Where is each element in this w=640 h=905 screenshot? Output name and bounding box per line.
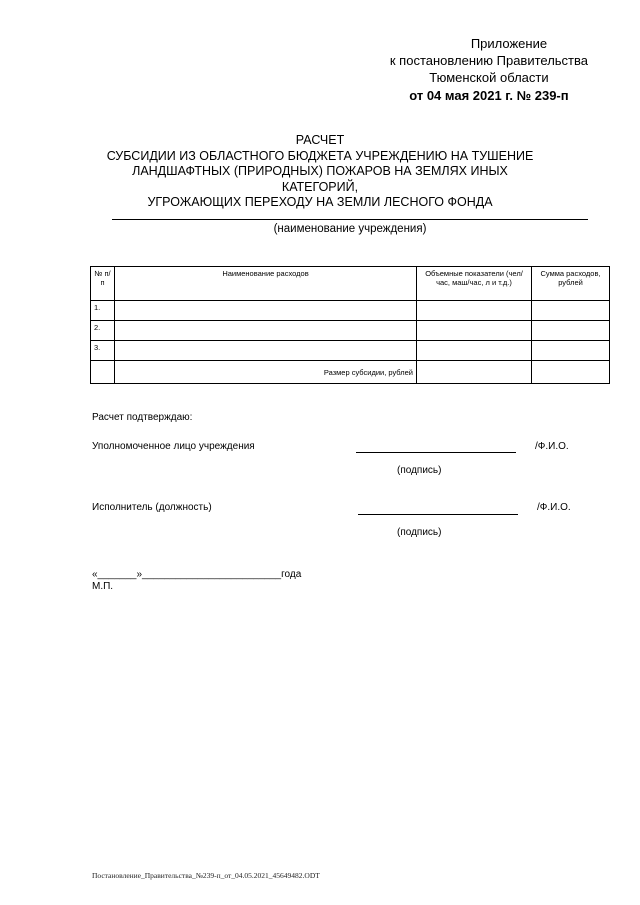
confirmation-text: Расчет подтверждаю: [92,412,193,423]
total-volume-cell [417,361,532,384]
appendix-block [390,35,588,104]
title-line-4: УГРОЖАЮЩИХ ПЕРЕХОДУ НА ЗЕМЛИ ЛЕСНОГО ФОНДА [147,195,493,209]
total-label: Размер субсидии, рублей [115,361,417,384]
row-volume [417,301,532,321]
row-expense-name [115,301,417,321]
stamp-place-label: М.П. [92,581,114,592]
document-title [100,133,540,211]
signature-caption-2: (подпись) [397,527,442,538]
executor-label: Исполнитель (должность) [92,502,212,513]
header-expense-sum: Сумма расходов, рублей [532,267,610,301]
calculation-table [90,266,610,384]
table-total-row [91,361,610,384]
appendix-region: Тюменской области [429,70,549,85]
row-expense-name [115,321,417,341]
row-expense-name [115,341,417,361]
total-sum-cell [532,361,610,384]
appendix-decree-ref: к постановлению Правительства [389,53,588,68]
institution-caption: (наименование учреждения) [273,223,427,235]
row-volume [417,321,532,341]
date-line: «_______»_________________________года [92,569,302,580]
title-line-1: РАСЧЕТ [295,133,345,147]
institution-name-line [112,219,588,220]
header-expense-name: Наименование расходов [115,267,417,301]
header-volume-indicators: Объемные показатели (чел/час, маш/час, л и т.д.) [417,267,532,301]
row-sum [532,301,610,321]
executor-signature-line [358,514,518,515]
table-row [91,301,610,321]
row-volume [417,341,532,361]
row-number: 2. [91,321,115,341]
total-empty-cell [91,361,115,384]
appendix-date-number: от 04 мая 2021 г. № 239-п [409,88,569,103]
header-number: № п/п [91,267,115,301]
table-row [91,321,610,341]
row-sum [532,341,610,361]
row-number: 1. [91,301,115,321]
row-sum [532,321,610,341]
table-row [91,341,610,361]
authorized-person-label: Уполномоченное лицо учреждения [92,441,255,452]
authorized-signature-line [356,452,516,453]
title-line-3: ЛАНДШАФТНЫХ (ПРИРОДНЫХ) ПОЖАРОВ НА ЗЕМЛЯХ ИНЫХ КАТЕГОРИЙ, [132,164,508,194]
authorized-fio-label: /Ф.И.О. [535,441,569,452]
row-number: 3. [91,341,115,361]
footer-filename: Постановление_Правительства_№239-п_от_04.05.2021_45649482.ODT [92,871,320,880]
signature-caption-1: (подпись) [397,465,442,476]
executor-fio-label: /Ф.И.О. [537,502,571,513]
appendix-label: Приложение [470,36,548,51]
title-line-2: СУБСИДИИ ИЗ ОБЛАСТНОГО БЮДЖЕТА УЧРЕЖДЕНИЮ НА ТУШЕНИЕ [106,148,534,163]
table-header-row [91,267,610,301]
